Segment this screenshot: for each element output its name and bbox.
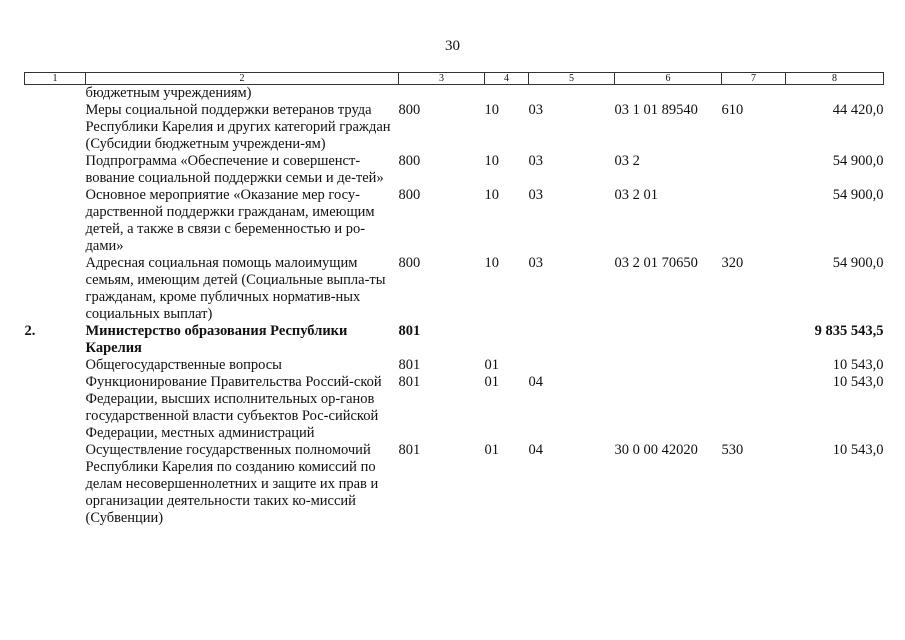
code-ministry-cell [399, 85, 485, 103]
code-target-article-cell [615, 357, 722, 374]
table-row [25, 187, 884, 255]
table-row [25, 442, 884, 527]
code-subsection-cell [529, 323, 615, 357]
table-row [25, 255, 884, 323]
code-expense-type-cell [722, 153, 786, 187]
item-name-cell: Меры социальной поддержки ветеранов труда Республики Карелия и других категорий граждан (Субсидии бюджетным учреждени-ям) [85, 102, 391, 152]
item-name-cell: Осуществление государственных полномочий Республики Карелия по созданию комиссий по делам несовершеннолетних и защите их прав и организации деятельности таких ко-миссий (Субвенции) [85, 442, 379, 526]
column-header-2: 2 [86, 73, 399, 85]
code-subsection-cell [529, 357, 615, 374]
code-target-article-cell [615, 323, 722, 357]
page-number: 30 [445, 38, 460, 54]
table-row [25, 374, 884, 442]
budget-table [24, 72, 884, 527]
code-target-article-cell: 03 2 01 70650 [614, 255, 698, 271]
code-section-cell: 01 [484, 442, 499, 458]
code-subsection-cell: 03 [528, 187, 543, 203]
table-row [25, 85, 884, 103]
column-header-3: 3 [399, 73, 485, 85]
code-target-article-cell: 03 2 [614, 153, 640, 169]
code-expense-type-cell: 320 [721, 255, 744, 271]
code-section-cell: 10 [484, 102, 499, 118]
column-header-8: 8 [786, 73, 884, 85]
code-expense-type-cell [722, 187, 786, 255]
code-ministry-cell: 800 [398, 255, 421, 271]
code-ministry-cell: 800 [398, 102, 421, 118]
item-name-cell: Адресная социальная помощь малоимущим семьям, имеющим детей (Социальные выпла-ты гражданам, кроме публичных норматив-ных социальных выплат) [85, 255, 386, 322]
item-name-cell: Общегосударственные вопросы [85, 357, 282, 373]
amount-cell: 54 900,0 [832, 187, 884, 203]
code-subsection-cell: 04 [528, 442, 543, 458]
row-number-cell: 2. [24, 323, 36, 339]
table-row [25, 323, 884, 357]
row-number-cell [25, 85, 86, 103]
amount-cell: 10 543,0 [832, 442, 884, 458]
amount-cell [786, 85, 884, 103]
amount-cell: 9 835 543,5 [814, 323, 884, 339]
code-ministry-cell: 801 [398, 357, 421, 373]
code-expense-type-cell [722, 374, 786, 442]
code-target-article-cell [615, 374, 722, 442]
code-subsection-cell: 03 [528, 102, 543, 118]
row-number-cell [25, 374, 86, 442]
code-ministry-cell: 801 [398, 442, 421, 458]
code-subsection-cell: 03 [528, 153, 543, 169]
code-expense-type-cell [722, 357, 786, 374]
code-section-cell: 01 [484, 374, 499, 390]
column-header-7: 7 [722, 73, 786, 85]
item-name-cell: Подпрограмма «Обеспечение и совершенст-вование социальной поддержки семьи и де-тей» [85, 153, 384, 186]
code-expense-type-cell [722, 323, 786, 357]
code-expense-type-cell [722, 85, 786, 103]
code-target-article-cell: 03 1 01 89540 [614, 102, 698, 118]
table-body [25, 85, 884, 528]
row-number-cell [25, 153, 86, 187]
column-header-1: 1 [25, 73, 86, 85]
amount-cell: 10 543,0 [832, 357, 884, 373]
amount-cell: 10 543,0 [832, 374, 884, 390]
code-expense-type-cell: 610 [721, 102, 744, 118]
code-ministry-cell: 801 [398, 374, 421, 390]
code-section-cell: 10 [484, 187, 499, 203]
row-number-cell [25, 357, 86, 374]
code-ministry-cell: 800 [398, 153, 421, 169]
code-target-article-cell [615, 85, 722, 103]
code-subsection-cell: 03 [528, 255, 543, 271]
item-name-cell: Основное мероприятие «Оказание мер госу-дарственной поддержки гражданам, имеющим детей, а также в связи с беременностью и ро-дами» [85, 187, 375, 254]
row-number-cell [25, 255, 86, 323]
code-section-cell: 10 [484, 255, 499, 271]
code-section-cell: 10 [484, 153, 499, 169]
item-name-cell: бюджетным учреждениям) [85, 85, 252, 101]
amount-cell: 44 420,0 [832, 102, 884, 118]
row-number-cell [25, 187, 86, 255]
code-expense-type-cell: 530 [721, 442, 744, 458]
code-section-cell: 01 [484, 357, 499, 373]
column-header-6: 6 [615, 73, 722, 85]
code-subsection-cell [529, 85, 615, 103]
code-subsection-cell: 04 [528, 374, 543, 390]
code-target-article-cell: 03 2 01 [614, 187, 658, 203]
column-header-5: 5 [529, 73, 615, 85]
code-section-cell [485, 85, 529, 103]
column-number-header-row [25, 73, 884, 85]
amount-cell: 54 900,0 [832, 153, 884, 169]
table-row [25, 357, 884, 374]
column-header-4: 4 [485, 73, 529, 85]
row-number-cell [25, 102, 86, 153]
row-number-cell [25, 442, 86, 527]
table-row [25, 102, 884, 153]
amount-cell: 54 900,0 [832, 255, 884, 271]
table-row [25, 153, 884, 187]
code-section-cell [485, 323, 529, 357]
item-name-cell: Функционирование Правительства Россий-ской Федерации, высших исполнительных ор-ганов государственной власти субъектов Рос-сийской Федерации, местных администраций [85, 374, 382, 441]
item-name-cell: Министерство образования Республики Карелия [85, 323, 348, 356]
code-ministry-cell: 801 [398, 323, 421, 339]
code-target-article-cell: 30 0 00 42020 [614, 442, 698, 458]
code-ministry-cell: 800 [398, 187, 421, 203]
